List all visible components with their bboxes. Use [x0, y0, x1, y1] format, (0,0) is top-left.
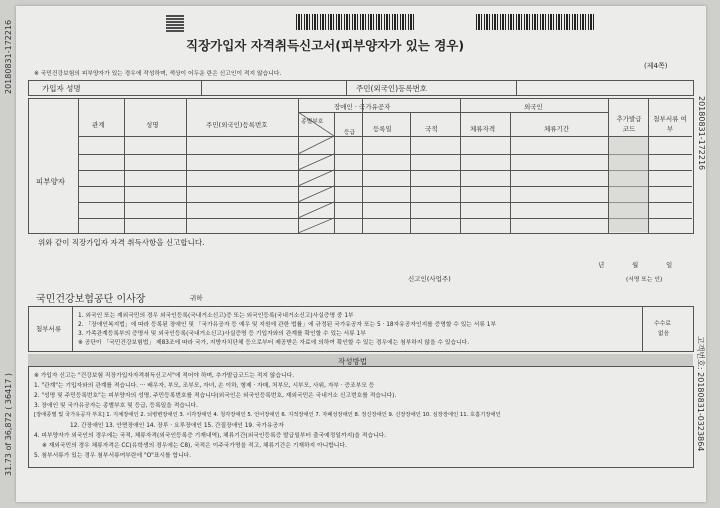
row-label-dependent: 피부양자	[36, 177, 65, 186]
instructions-header: 작성방법	[338, 357, 367, 366]
col-type-header: 종별부호	[301, 119, 324, 125]
form-title: 직장가입자 자격취득신고서(피부양자가 있는 경우)	[186, 38, 465, 53]
form-notice: ※ 국민건강보험의 피부양자가 있는 경우에 작성하며, 색상이 어두운 란은 신고인이 적지 않습니다.	[34, 71, 282, 77]
subscriber-rrn-label: 주민(외국인)등록번호	[356, 84, 428, 93]
col-grade-header: 등급	[344, 130, 356, 136]
attachment-item-1: 1. 외국인 또는 재외국민의 경우 외국인등록(국내거소신고)증 또는 외국인등록(국내거소신고)사실증명 중 1부	[78, 313, 354, 319]
col-stay-status-header: 체류자격	[470, 125, 496, 133]
subscriber-name-label: 가입자 성명	[42, 84, 81, 93]
attachment-item-3: 3. 가족관계등록부의 증명서 및 외국인등록(국내거소신고)사실증명 등 기입자와의 관계를 확인할 수 있는 서류 1부	[78, 331, 366, 337]
col-add-code-header: 추가발급 코드	[616, 115, 642, 133]
form-page-number: (제4쪽)	[644, 62, 668, 70]
recipient-label: 국민건강보험공단 이사장	[36, 294, 146, 305]
col-rrn-header: 주민(외국인)등록번호	[206, 121, 268, 129]
instruction-line-8: 5. 첨부서류가 있는 경우 첨부서류여부란에 "O"표시를 합니다.	[34, 453, 192, 459]
instruction-line-5: 12. 간장애인 13. 안면장애인 14. 장루 · 요루장애인 15. 간질장애인 19. 국가유공자	[70, 423, 284, 429]
qr-code-icon	[166, 14, 184, 32]
instruction-line-0: ※ 가입자 신고는 "건강보험 직장가입자자격취득신고서"에 적어야 하며, 추가발급코드는 적지 않습니다.	[34, 373, 295, 379]
subscriber-name-field[interactable]	[202, 81, 345, 94]
attachments-label: 첨부서류	[36, 325, 62, 333]
barcode-icon	[296, 14, 416, 30]
declaration-text: 위와 같이 직장가입자 자격 취득사항을 신고합니다.	[38, 238, 205, 247]
group-foreigner-header: 외국인	[524, 103, 543, 111]
fee-label: 수수료	[654, 321, 671, 327]
group-disability-header: 장애인 · 국가유공자	[334, 103, 391, 111]
col-reg-date-header: 등록일	[373, 125, 392, 133]
attachment-item-4: ※ 공단이 「국민건강보험법」 제83조에 따라 국가, 지방자치단체 등으로부터 제공받은 자료에 의하여 확인할 수 있는 경우에는 첨부하지 않을 수 있습니다.	[78, 340, 470, 346]
form-paper	[4, 6, 706, 502]
instruction-line-7: ※ 재외국민의 경우 체류자격은 CC(유학생의 경우에는 C8), 국적은 이주국가명을 적고, 체류기간은 기재하지 아니합니다.	[42, 443, 347, 449]
date-year-label: 년	[598, 261, 605, 269]
instruction-line-2: 2. "성명 및 주민등록번호"는 피부양자의 성명, 주민등록번호를 적습니다(외국인은 외국인등록번호, 재외국민은 국내거소 신고번호를 적습니다).	[34, 393, 397, 399]
disability-diagonal-marks	[298, 136, 362, 233]
sign-label: (서명 또는 인)	[626, 277, 663, 283]
add-code-shaded-cells	[609, 137, 648, 232]
left-margin-code-2: 31.73 of 36,872 ( 36417 )	[4, 372, 13, 476]
right-margin-code: 20180831-172216	[697, 96, 706, 171]
instruction-line-1: 1. "관계"는 기입자와의 관계를 적습니다. ··· 배우자, 부모, 조부모, 자녀, 손 이하, 형제 · 자매, 처부모, 시부모, 사위, 자부 · 증조부모 등	[34, 383, 375, 389]
col-nationality-header: 국적	[425, 125, 438, 133]
left-margin-code: 20180831-172216	[4, 19, 13, 94]
attachment-item-2: 2. 「장애인복지법」에 따라 등록된 장애인 및 「국가유공자 등 예우 및 지원에 관한 법률」에 규정된 국가유공자 또는 5 · 18자유공자인지를 증명할 수 있는 서류 1부	[78, 322, 497, 328]
right-margin-stamp: 고객번호: 20180831-0323864	[696, 336, 705, 452]
date-month-label: 월	[632, 261, 639, 269]
col-stay-period-header: 체류기간	[544, 125, 570, 133]
col-relation-header: 관계	[92, 121, 105, 129]
date-day-label: 일	[666, 261, 673, 269]
subscriber-rrn-field[interactable]	[517, 81, 691, 94]
barcode-icon	[476, 14, 596, 30]
fee-value: 없음	[658, 331, 670, 337]
instruction-line-6: 4. 피부양자가 외국인의 경우에는 국적, 체류자격(외국인등록증 기재내역), 체류기간(외국인등록증 발급일부터 출국예정일까지)을 적습니다.	[34, 433, 387, 439]
recipient-suffix: 귀하	[190, 294, 203, 302]
instruction-line-3: 3. 장애인 및 국가유공자는 종별부호 및 등급, 등록일을 적습니다.	[34, 403, 198, 409]
instruction-line-4: [장애종별 및 국가유공자 부호] 1. 지체장애인 2. 뇌병변장애인 3. 시각장애인 4. 청각장애인 5. 언어장애인 6. 지적장애인 7. 자폐성장애인 8. 정신장애인 9. 신장장애인 10. 심장장애인 11. 호흡기장애인	[34, 412, 501, 418]
reporter-label: 신고인(사업주)	[408, 275, 451, 283]
col-attach-header: 첨부서류 여부	[653, 115, 687, 133]
col-name-header: 성명	[146, 121, 159, 129]
